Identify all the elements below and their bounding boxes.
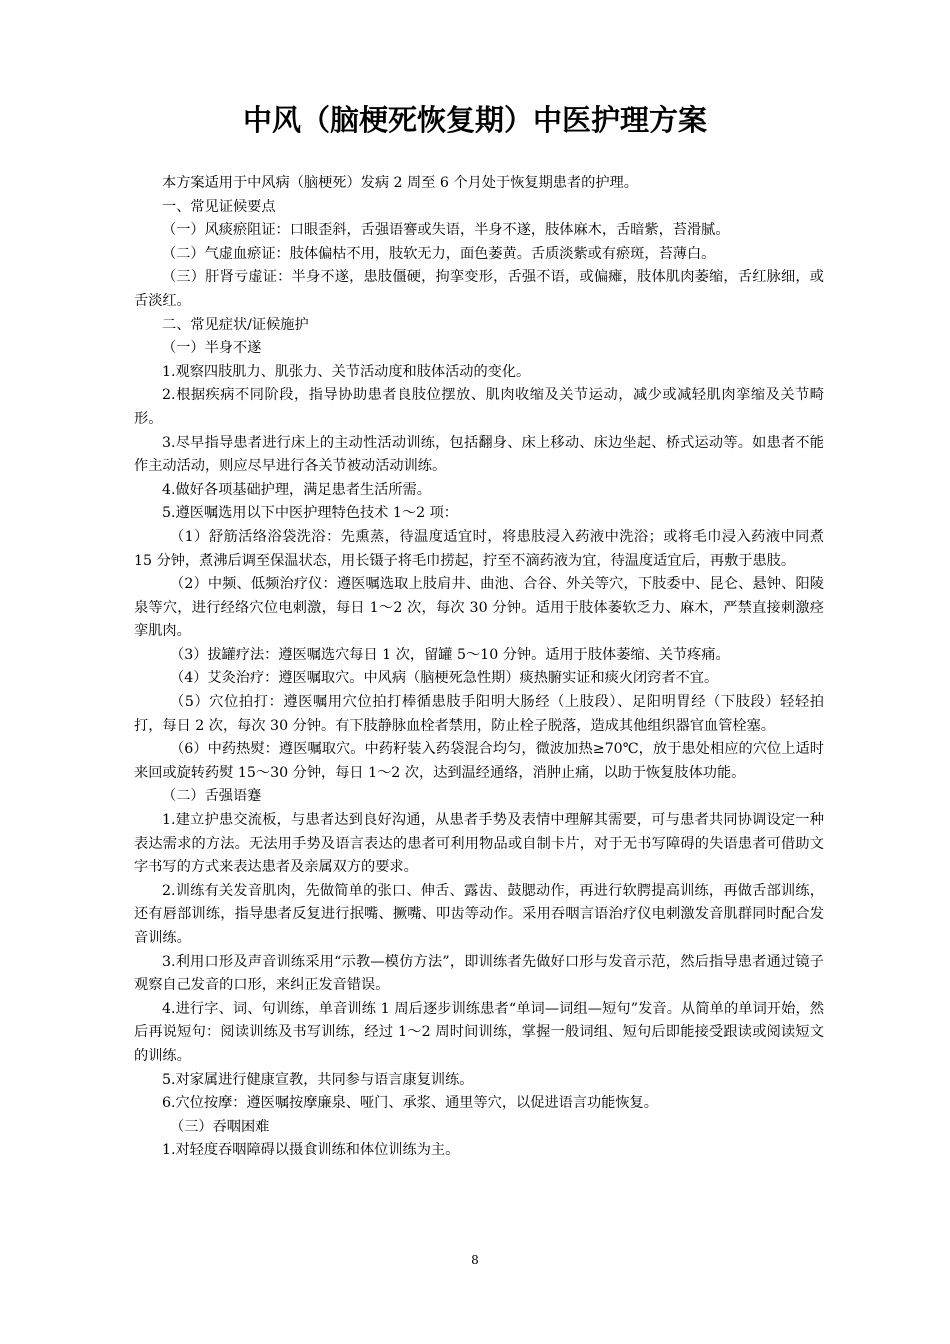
paragraph: （6）中药热熨：遵医嘱取穴。中药籽装入药袋混合均匀，微波加热≥70℃，放于患处相应的穴位上适时来回或旋转药熨 15～30 分钟，每日 1～2 次，达到温经通络，消肿止痛，以助于恢复肢体功能。 (134, 741, 824, 781)
paragraph: 二、常见症状/证候施护 (162, 316, 309, 333)
paragraph: 1.观察四肢肌力、肌张力、关节活动度和肢体活动的变化。 (162, 363, 531, 380)
paragraph: 3.尽早指导患者进行床上的主动性活动训练，包括翻身、床上移动、床边坐起、桥式运动等。如患者不能作主动活动，则应尽早进行各关节被动活动训练。 (134, 434, 824, 475)
paragraph: 4.进行字、词、句训练，单音训练 1 周后逐步训练患者“单词—词组—短句”发音。从简单的单词开始，然后再说短句：阅读训练及书写训练，经过 1～2 周时间训练，掌握一般词组、短句后即能接受跟读或阅读短文的训练。 (134, 1000, 824, 1064)
paragraph: 1.对轻度吞咽障碍以摄食训练和体位训练为主。 (162, 1142, 460, 1159)
paragraph: 3.利用口形及声音训练采用“示教—模仿方法”，即训练者先做好口形与发音示范，然后指导患者通过镜子观察自己发音的口形，来纠正发音错误。 (134, 953, 824, 994)
paragraph: （1）舒筋活络浴袋洗浴：先熏蒸，待温度适宜时，将患肢浸入药液中洗浴；或将毛巾浸入药液中同煮 15 分钟，煮沸后调至保温状态，用长镊子将毛巾捞起，拧至不滴药液为宜，待温度适宜后，再敷于患肢。 (134, 528, 824, 569)
paragraph: 2.训练有关发音肌肉，先做简单的张口、伸舌、露齿、鼓腮动作，再进行软腭提高训练，再做舌部训练，还有唇部训练，指导患者反复进行抿嘴、撅嘴、叩齿等动作。采用吞咽言语治疗仪电刺激发音肌群同时配合发音训练。 (134, 882, 824, 946)
paragraph: 2.根据疾病不同阶段，指导协助患者良肢位摆放、肌肉收缩及关节运动，减少或减轻肌肉挛缩及关节畸形。 (134, 387, 824, 427)
paragraph: 5.遵医嘱选用以下中医护理特色技术 1～2 项： (162, 505, 458, 522)
paragraph: （二）气虚血瘀证：肢体偏枯不用，肢软无力，面色萎黄。舌质淡紫或有瘀斑，苔薄白。 (162, 245, 716, 262)
document-body (134, 172, 824, 1163)
page-title: 中风（脑梗死恢复期）中医护理方案 (242, 103, 707, 137)
paragraph: 6.穴位按摩：遵医嘱按摩廉泉、哑门、承浆、通里等穴，以促进语言功能恢复。 (162, 1095, 658, 1112)
paragraph: （一）风痰瘀阻证：口眼歪斜，舌强语謇或失语，半身不遂，肢体麻木，舌暗紫，苔滑腻。 (162, 222, 730, 239)
paragraph: 5.对家属进行健康宣教，共同参与语言康复训练。 (162, 1071, 474, 1088)
paragraph: （5）穴位拍打：遵医嘱用穴位拍打棒循患肢手阳明大肠经（上肢段）、足阳明胃经（下肢段）轻轻拍打，每日 2 次，每次 30 分钟。有下肢静脉血栓者禁用，防止栓子脱落，造成其他组织器官血管栓塞。 (134, 694, 824, 734)
paragraph: （2）中频、低频治疗仪：遵医嘱选取上肢肩井、曲池、合谷、外关等穴，下肢委中、昆仑、悬钟、阳陵泉等穴，进行经络穴位电刺激，每日 1～2 次，每次 30 分钟。适用于肢体萎软乏力、麻木，严禁直接刺激痉挛肌肉。 (134, 576, 824, 640)
page-number: 8 (471, 1253, 479, 1267)
paragraph: （4）艾灸治疗：遵医嘱取穴。中风病（脑梗死急性期）痰热腑实证和痰火闭窍者不宜。 (170, 670, 719, 687)
paragraph: 1.建立护患交流板，与患者达到良好沟通，从患者手势及表情中理解其需要，可与患者共同协调设定一种表达需求的方法。无法用手势及语言表达的患者可利用物品或自制卡片，对于无书写障碍的失语患者可借助文字书写的方式来表达患者及亲属双方的要求。 (134, 812, 824, 876)
paragraph: （3）拔罐疗法：遵医嘱选穴每日 1 次，留罐 5～10 分钟。适用于肢体萎缩、关节疼痛。 (170, 646, 730, 663)
paragraph: 4.做好各项基础护理，满足患者生活所需。 (162, 481, 431, 498)
paragraph: 一、常见证候要点 (162, 198, 276, 215)
paragraph: （一）半身不遂 (162, 340, 262, 357)
paragraph: （三）吞咽困难 (170, 1118, 270, 1135)
paragraph: （三）肝肾亏虚证：半身不遂，患肢僵硬，拘挛变形，舌强不语，或偏瘫，肢体肌肉萎缩，舌红脉细，或舌淡红。 (134, 269, 824, 309)
paragraph: 本方案适用于中风病（脑梗死）发病 2 周至 6 个月处于恢复期患者的护理。 (162, 175, 638, 191)
paragraph: （二）舌强语蹇 (162, 788, 262, 805)
